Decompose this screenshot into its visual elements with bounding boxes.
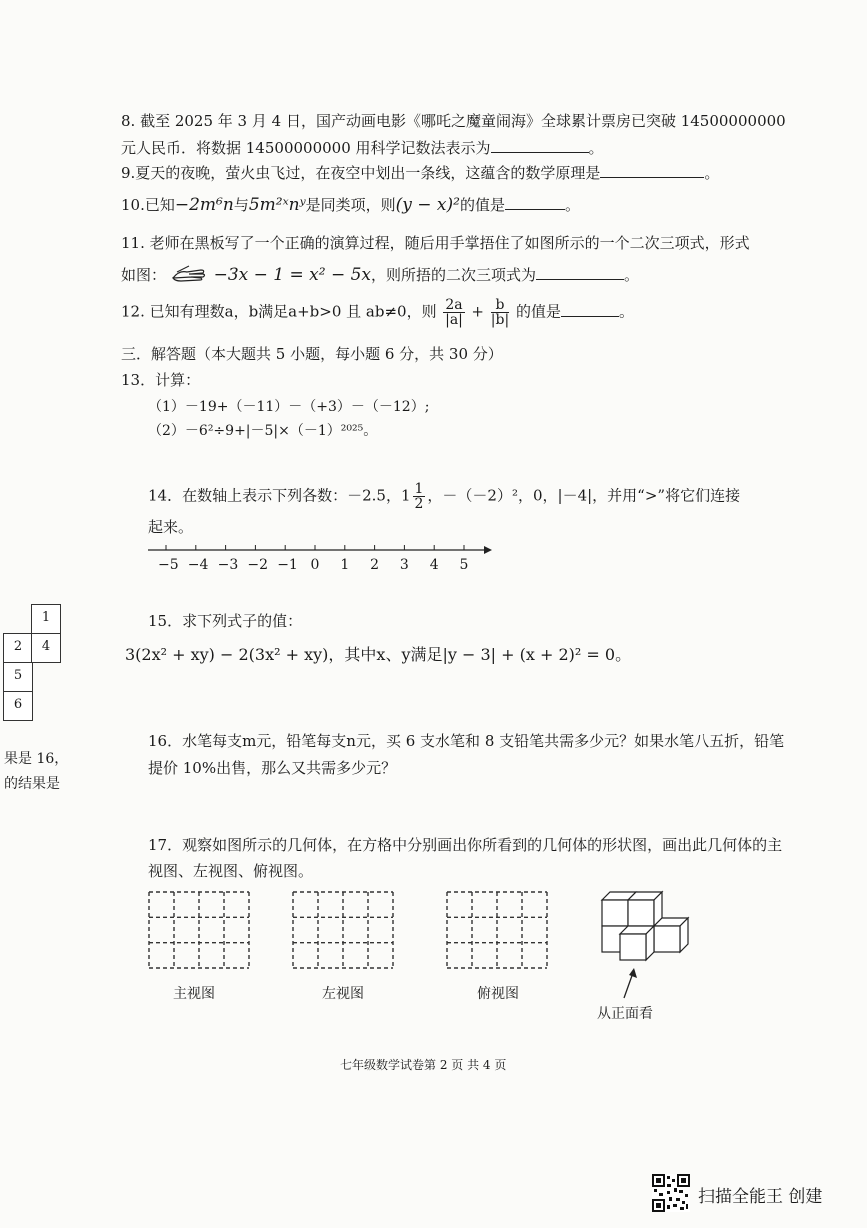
fraction-one-half: $\frac{1}{2}$ bbox=[414, 481, 424, 512]
number-line-label: 5 bbox=[459, 557, 469, 573]
margin-text-1: 果是 16， bbox=[4, 751, 69, 767]
margin-text-2: 的结果是 bbox=[4, 776, 60, 792]
q9-line: 9.夏天的夜晚，萤火虫飞过，在夜空中划出一条线，这蕴含的数学原理是 。 bbox=[121, 164, 720, 182]
front-view-grid[interactable] bbox=[148, 891, 248, 967]
arrow-icon bbox=[620, 966, 640, 1004]
q8-line1: 8. 截至 2025 年 3 月 4 日，国产动画电影《哪吒之魔童闹海》全球累计票房已突破 14500000000 bbox=[121, 112, 786, 130]
net-cell-6: 6 bbox=[3, 691, 33, 721]
q15-title: 15．求下列式子的值： bbox=[148, 612, 303, 630]
number-line-label: 1 bbox=[340, 557, 350, 573]
hand-icon bbox=[171, 264, 209, 288]
number-line-label: 0 bbox=[310, 557, 320, 573]
q11-answer-blank bbox=[536, 278, 624, 280]
number-line-label: 2 bbox=[370, 557, 380, 573]
q17-line2: 视图、左视图、俯视图。 bbox=[148, 862, 314, 880]
q12-line: 12. 已知有理数a，b满足a+b>0 且 ab≠0，则 $\frac{2a}{|a|}$ + $\frac{b}{|b|}$ 的值是 。 bbox=[121, 297, 634, 328]
q14-line2: 起来。 bbox=[148, 518, 194, 536]
q11-line1: 11. 老师在黑板写了一个正确的演算过程，随后用手掌捂住了如图所示的一个二次三项式，形式 bbox=[121, 234, 750, 252]
page-footer: 七年级数学试卷第 2 页 共 4 页 bbox=[340, 1058, 507, 1072]
fraction-2a-over-abs-a: $\frac{2a}{|a|}$ bbox=[445, 297, 463, 328]
q10-answer-blank bbox=[505, 208, 565, 210]
watermark-text: 扫描全能王 创建 bbox=[698, 1187, 823, 1207]
left-view-label: 左视图 bbox=[322, 986, 364, 1002]
left-view-grid[interactable] bbox=[292, 891, 392, 967]
q12-answer-blank bbox=[561, 315, 619, 317]
q13-part1: （1）－19+（－11）－（+3）－（－12）; bbox=[148, 399, 430, 415]
number-line-label: −3 bbox=[217, 557, 239, 573]
top-view-grid[interactable] bbox=[446, 891, 546, 967]
q16-line2: 提价 10%出售，那么又共需多少元？ bbox=[148, 759, 397, 777]
q13-part2: （2）－6²÷9+|－5|×（－1）²⁰²⁵。 bbox=[148, 423, 378, 439]
q8-answer-blank bbox=[491, 151, 589, 153]
number-line-label: −4 bbox=[187, 557, 209, 573]
q17-line1: 17．观察如图所示的几何体，在方格中分别画出你所看到的几何体的形状图，画出此几何体的主 bbox=[148, 836, 783, 854]
number-line-label: −2 bbox=[247, 557, 269, 573]
net-cell-1: 1 bbox=[31, 604, 61, 634]
net-cell-2: 2 bbox=[3, 633, 33, 663]
q9-answer-blank bbox=[600, 176, 704, 178]
qr-code-icon bbox=[652, 1174, 690, 1212]
q10-line: 10.已知−2m⁶n与5m²ˣnʸ是同类项，则(y − x)²的值是 。 bbox=[121, 195, 580, 215]
net-cell-5: 5 bbox=[3, 662, 33, 692]
front-view-label: 主视图 bbox=[173, 986, 215, 1002]
q13-title: 13．计算： bbox=[121, 371, 201, 389]
top-view-label: 俯视图 bbox=[477, 986, 519, 1002]
number-line-label: 3 bbox=[399, 557, 409, 573]
q15-expression: 3(2x² + xy) − 2(3x² + xy)，其中x、y满足|y − 3| + (x + 2)² = 0。 bbox=[125, 645, 632, 664]
net-cell-4: 4 bbox=[31, 633, 61, 663]
fraction-b-over-abs-b: $\frac{b}{|b|}$ bbox=[490, 297, 510, 328]
section-3-heading: 三．解答题（本大题共 5 小题，每小题 6 分，共 30 分） bbox=[121, 345, 503, 363]
cube-solid-figure bbox=[598, 888, 694, 984]
q8-line2: 元人民币．将数据 14500000000 用科学记数法表示为 。 bbox=[121, 139, 604, 157]
number-line-label: 4 bbox=[429, 557, 439, 573]
number-line-label: −5 bbox=[158, 557, 179, 573]
q14-line1: 14．在数轴上表示下列各数：－2.5，1 $\frac{1}{2}$ ，－（－2）²，0，|－4|，并用“>”将它们连接 bbox=[148, 481, 741, 512]
number-line-label: −1 bbox=[277, 557, 298, 573]
number-line bbox=[148, 540, 493, 580]
q11-line2: 如图： −3x − 1 = x² − 5x，则所捂的二次三项式为 。 bbox=[121, 264, 639, 288]
q16-line1: 16．水笔每支m元，铅笔每支n元，买 6 支水笔和 8 支铅笔共需多少元？如果水笔八五折，铅笔 bbox=[148, 732, 785, 750]
arrow-caption: 从正面看 bbox=[597, 1006, 653, 1022]
